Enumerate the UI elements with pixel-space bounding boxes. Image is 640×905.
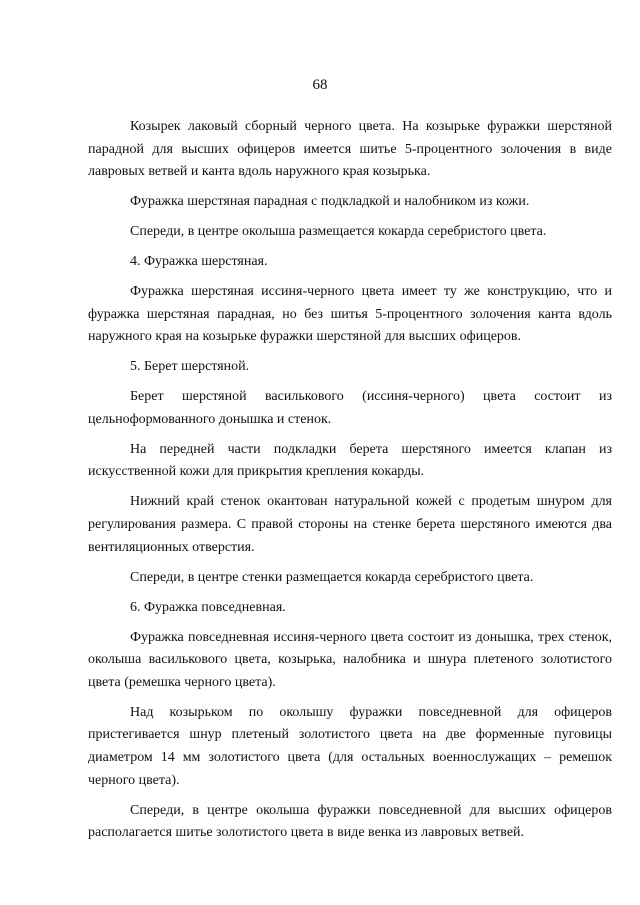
- paragraph-wool-cap: Фуражка шерстяная иссиня-черного цвета имеет ту же конструкцию, что и фуражка шерстяная парадная, но без шитья 5-процентного золочения канта вдоль наружного края на козырьке фуражки шерстяной для высших офицеров.: [88, 284, 612, 345]
- paragraph-daily-cap-cord: Над козырьком по околышу фуражки повседневной для офицеров пристегивается шнур плетеный золотистого цвета на две форменные пуговицы диаметром 14 мм золотистого цвета (для остальных военнослужащих – ремешок черного цвета).: [88, 704, 612, 788]
- section-heading-4: 4. Фуражка шерстяная.: [130, 254, 268, 270]
- paragraph-beret-color: Берет шерстяной василькового (иссиня-черного) цвета состоит из цельноформованного донышка и стенок.: [88, 389, 612, 427]
- document-body: [88, 116, 612, 852]
- section-heading-5: 5. Берет шерстяной.: [130, 359, 250, 375]
- paragraph-visor-description: Козырек лаковый сборный черного цвета. На козырьке фуражки шерстяной парадной для высших офицеров имеется шитье 5-процентного золочения в виде лавровых ветвей и канта вдоль наружного края козырька.: [88, 119, 612, 180]
- paragraph-beret-flap: На передней части подкладки берета шерстяного имеется клапан из искусственной кожи для прикрытия крепления кокарды.: [88, 441, 612, 480]
- paragraph-lining: Фуражка шерстяная парадная с подкладкой и налобником из кожи.: [130, 194, 530, 210]
- section-heading-6: 6. Фуражка повседневная.: [130, 599, 286, 615]
- paragraph-daily-cap-embroidery: Спереди, в центре околыша фуражки повседневной для высших офицеров располагается шитье золотистого цвета в виде венка из лавровых ветвей.: [88, 802, 612, 841]
- page-number: 68: [312, 77, 328, 93]
- paragraph-cockade-front: Спереди, в центре околыша размещается кокарда серебристого цвета.: [130, 224, 547, 240]
- paragraph-beret-cockade: Спереди, в центре стенки размещается кокарда серебристого цвета.: [130, 569, 534, 585]
- paragraph-beret-edge: Нижний край стенок окантован натуральной кожей с продетым шнуром для регулирования размера. С правой стороны на стенке берета шерстяного имеются два вентиляционных отверстия.: [88, 494, 612, 555]
- paragraph-daily-cap: Фуражка повседневная иссиня-черного цвета состоит из донышка, трех стенок, околыша василькового цвета, козырька, налобника и шнура плетеного золотистого цвета (ремешка черного цвета).: [88, 629, 612, 690]
